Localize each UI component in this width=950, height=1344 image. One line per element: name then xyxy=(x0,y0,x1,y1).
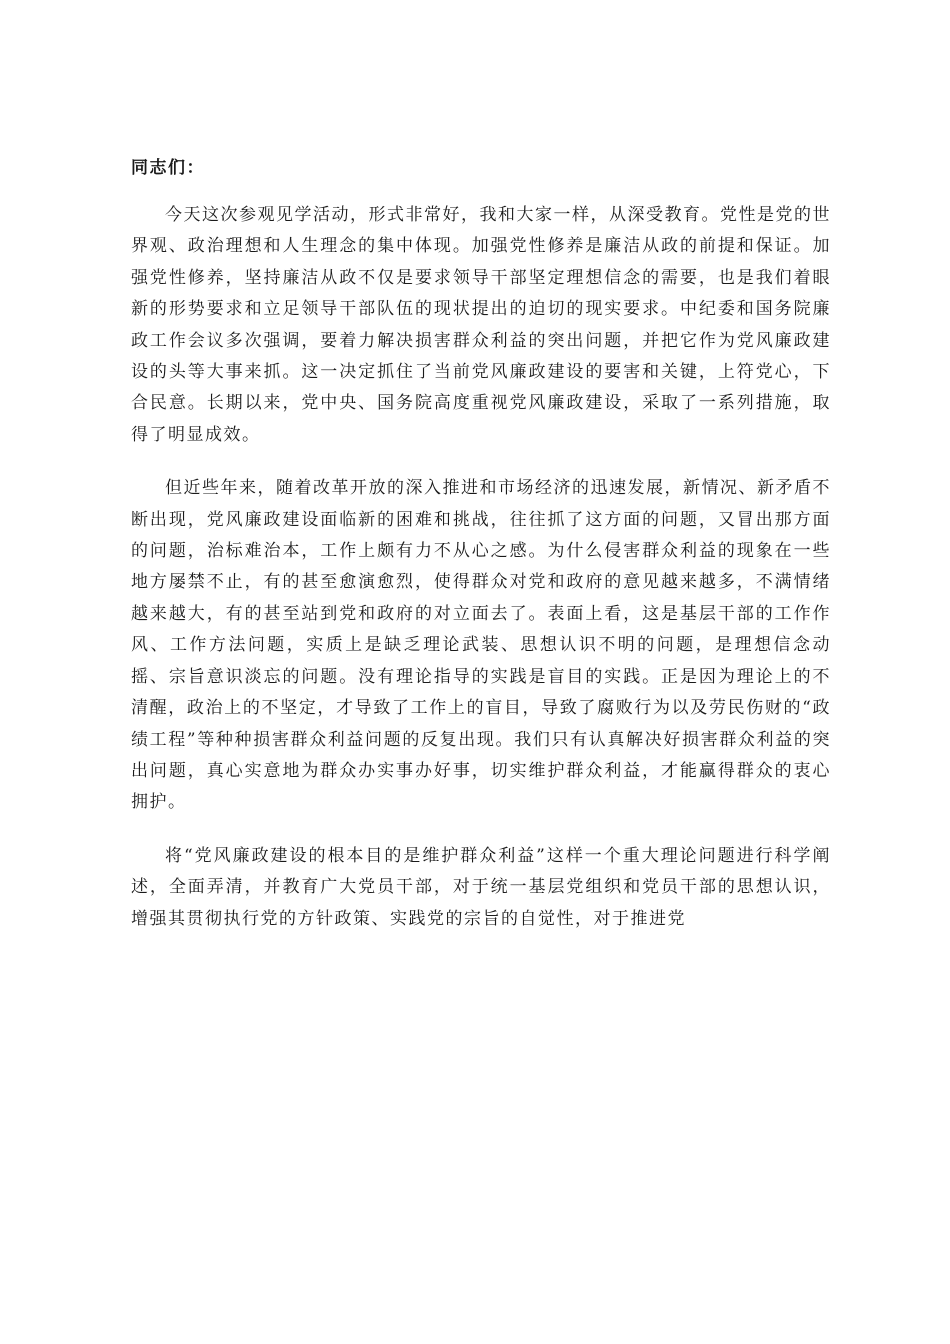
paragraph-1: 今天这次参观见学活动，形式非常好，我和大家一样，从深受教育。党性是党的世界观、政治理想和人生理念的集中体现。加强党性修养是廉洁从政的前提和保证。加强党性修养，坚持廉洁从政不仅是要求领导干部坚定理想信念的需要，也是我们着眼新的形势要求和立足领导干部队伍的现状提出的迫切的现实要求。中纪委和国务院廉政工作会议多次强调，要着力解决损害群众利益的突出问题，并把它作为党风廉政建设的头等大事来抓。这一决定抓住了当前党风廉政建设的要害和关键，上符党心，下合民意。长期以来，党中央、国务院高度重视党风廉政建设，采取了一系列措施，取得了明显成效。 xyxy=(131,205,831,445)
paragraph-3: 将“党风廉政建设的根本目的是维护群众利益”这样一个重大理论问题进行科学阐述，全面弄清，并教育广大党员干部，对于统一基层党组织和党员干部的思想认识，增强其贯彻执行党的方针政策、实践党的宗旨的自觉性，对于推进党 xyxy=(131,845,831,929)
greeting: 同志们： xyxy=(131,158,205,178)
paragraph-2: 但近些年来，随着改革开放的深入推进和市场经济的迅速发展，新情况、新矛盾不断出现，党风廉政建设面临新的困难和挑战，往往抓了这方面的问题，又冒出那方面的问题，治标难治本，工作上颇有力不从心之感。为什么侵害群众利益的现象在一些地方屡禁不止，有的甚至愈演愈烈，使得群众对党和政府的意见越来越多，不满情绪越来越大，有的甚至站到党和政府的对立面去了。表面上看，这是基层干部的工作作风、工作方法问题，实质上是缺乏理论武装、思想认识不明的问题，是理想信念动摇、宗旨意识淡忘的问题。没有理论指导的实践是盲目的实践。正是因为理论上的不清醒，政治上的不坚定，才导致了工作上的盲目，导致了腐败行为以及劳民伤财的“政绩工程”等种种损害群众利益问题的反复出现。我们只有认真解决好损害群众利益的突出问题，真心实意地为群众办实事办好事，切实维护群众利益，才能赢得群众的衷心拥护。 xyxy=(131,478,831,813)
document-body xyxy=(131,149,831,935)
